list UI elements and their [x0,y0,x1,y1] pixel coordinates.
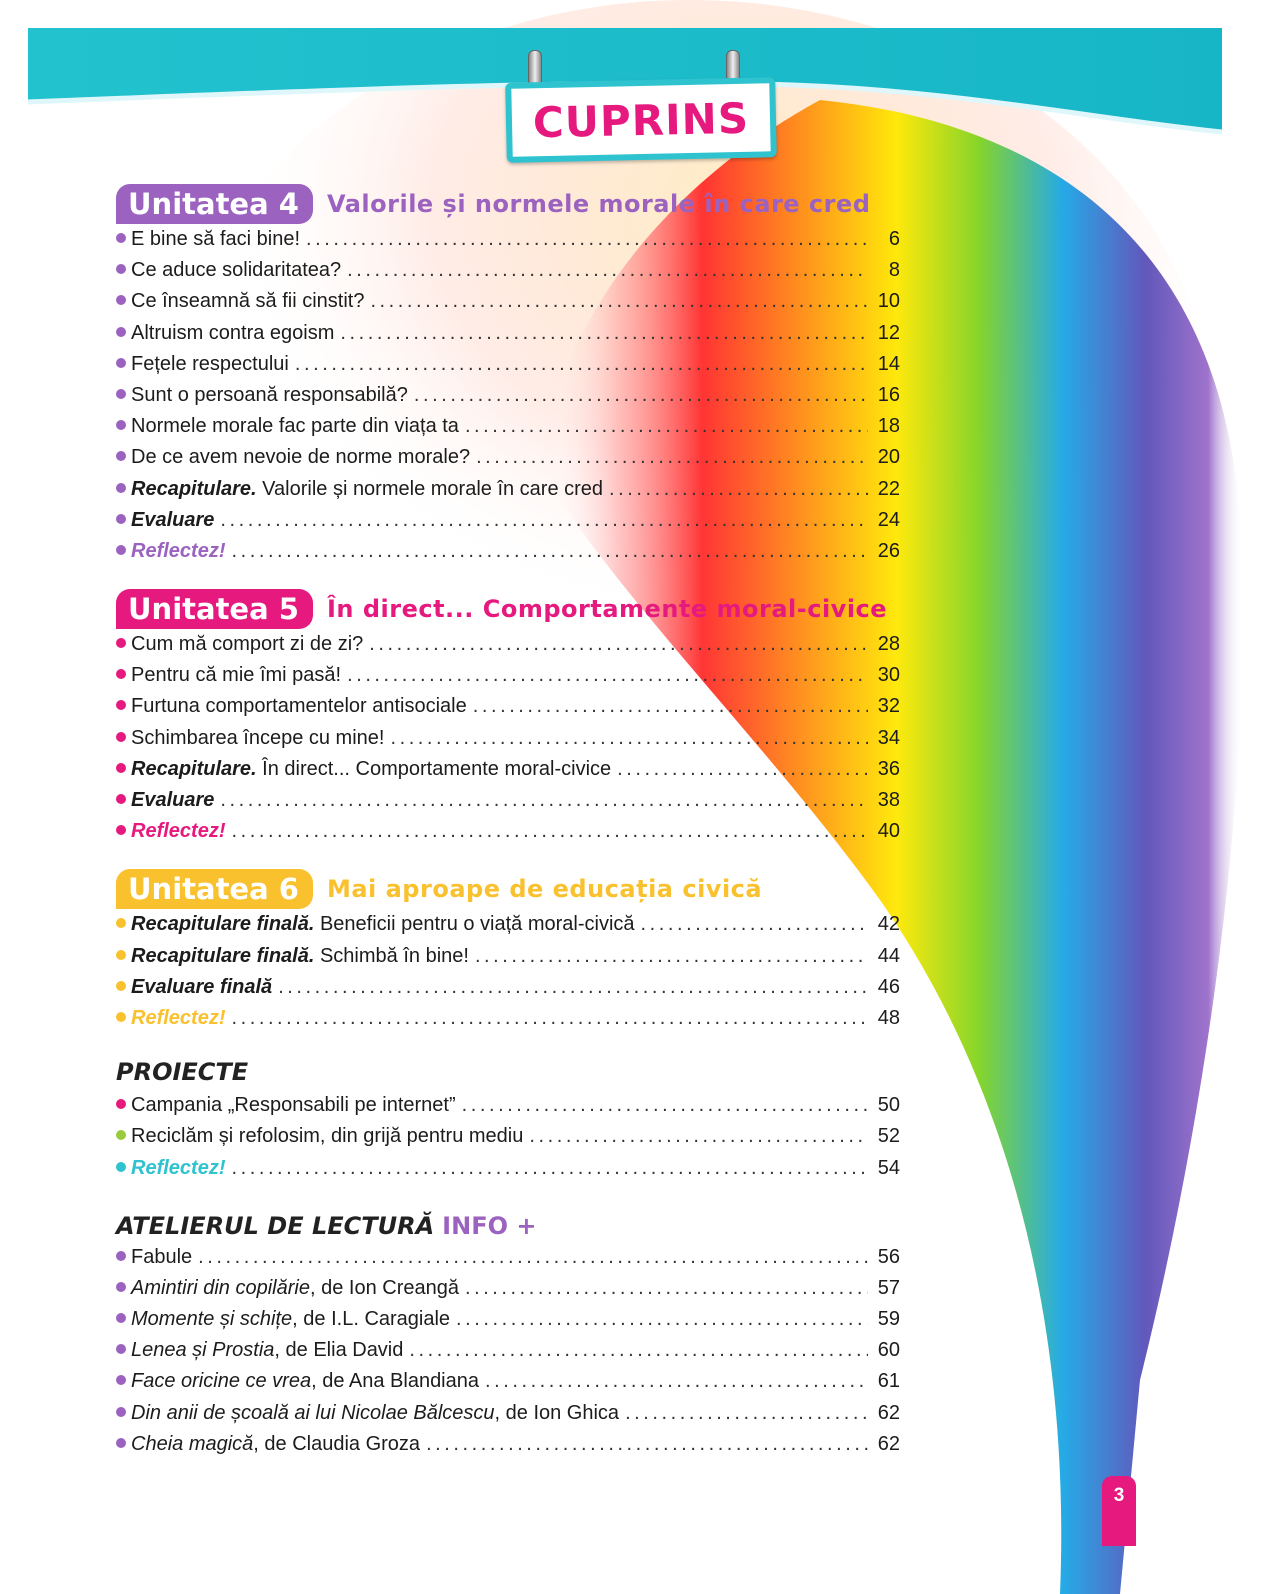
toc-entry[interactable] [116,695,900,726]
entry-text: Schimbarea începe cu mine! [131,726,385,749]
entry-title [131,415,459,438]
toc-entry[interactable] [116,664,900,695]
entry-title [131,633,363,656]
entry-page-number: 52 [877,1125,900,1148]
bullet-icon [116,918,126,928]
bullet-icon [116,1099,126,1109]
entry-text: Furtuna comportamentelor antisociale [131,695,467,718]
entry-text: Ce aduce solidaritatea? [131,259,342,282]
page-number: 3 [1102,1476,1136,1546]
work-author: , de Ana Blandiana [311,1370,479,1393]
entry-page-number: 60 [877,1339,900,1362]
bullet-icon [116,420,126,430]
bullet-icon [116,1407,126,1417]
unit-badge: Unitatea 5 [116,589,313,629]
toc-entry[interactable] [116,415,900,446]
entry-page-number: 36 [877,757,900,780]
dot-leader [641,913,868,936]
toc-entry[interactable] [116,913,900,944]
entry-title [131,1246,192,1269]
entry-title [131,1433,420,1456]
entry-page-number: 46 [877,975,900,998]
bullet-icon [116,483,126,493]
title-sign [505,77,777,163]
bullet-icon [116,1162,126,1172]
dot-leader [220,789,868,812]
entry-page-number: 61 [877,1370,900,1393]
entry-page-number: 14 [877,352,900,375]
toc-entry[interactable] [116,1402,900,1433]
reading-heading [116,1208,900,1244]
toc-entry[interactable] [116,820,900,851]
entry-text: Ce înseamnă să fii cinstit? [131,290,365,313]
entry-page-number: 8 [888,259,900,282]
dot-leader [475,945,868,968]
entry-title [131,446,470,469]
bullet-icon [116,1130,126,1140]
entry-title [131,1370,479,1393]
unit-entries [116,913,900,1038]
work-author: , de Elia David [274,1339,404,1362]
dot-leader [198,1246,868,1269]
entry-text: Cum mă comport zi de zi? [131,633,364,656]
toc-entry[interactable] [116,976,900,1007]
work-author: , de Ion Ghica [494,1401,620,1424]
bullet-icon [116,389,126,399]
entry-text: De ce avem nevoie de norme morale? [131,446,471,469]
entry-title [131,1094,456,1117]
entry-lead: Reflectez! [131,1006,226,1029]
projects-heading: PROIECTE [116,1058,249,1087]
dot-leader [340,322,868,345]
bullet-icon [116,732,126,742]
dot-leader [617,758,868,781]
entry-page-number: 44 [877,944,900,967]
entry-lead: Evaluare [131,508,215,531]
dot-leader [426,1433,868,1456]
dot-leader [529,1125,868,1148]
entry-page-number: 62 [877,1401,900,1424]
entry-title [131,1308,450,1331]
entry-text: Valorile și normele morale în care cred [256,477,604,500]
dot-leader [465,415,868,438]
entry-page-number: 30 [877,664,900,687]
entry-page-number: 34 [877,726,900,749]
entry-title [131,820,225,843]
entry-text: Reciclăm și refolosim, din grijă pentru mediu [131,1125,524,1148]
dot-leader [231,1007,868,1030]
bullet-icon [116,1438,126,1448]
toc-entry[interactable] [116,1007,900,1038]
table-of-contents [116,184,900,1464]
entry-title [131,1007,225,1030]
dot-leader [231,540,868,563]
entry-title [131,290,364,313]
dot-leader [476,446,868,469]
entry-text: Schimbă în bine! [314,944,469,967]
toc-entry[interactable] [116,1125,900,1156]
toc-entry[interactable] [116,509,900,540]
entry-page-number: 57 [877,1276,900,1299]
toc-entry[interactable] [116,446,900,477]
entry-lead: Recapitulare finală. [131,913,315,936]
entry-lead: Recapitulare. [131,477,257,500]
bullet-icon [116,1344,126,1354]
entry-title [131,1277,459,1300]
work-author: , de Ion Creangă [309,1276,459,1299]
unit-heading [116,869,900,909]
entry-title [131,1339,403,1362]
entry-title [131,789,214,812]
entry-title [131,384,408,407]
toc-entry[interactable] [116,540,900,571]
work-title: Lenea și Prostia [131,1339,275,1362]
toc-entry[interactable] [116,384,900,415]
entry-lead: Reflectez! [131,1156,226,1179]
entry-lead: Recapitulare. [131,757,257,780]
bullet-icon [116,1282,126,1292]
entry-page-number: 38 [877,789,900,811]
page-title: CUPRINS [532,93,750,147]
entry-lead: Evaluare finală [131,975,273,998]
bullet-icon [116,264,126,274]
entry-text: Campania „Responsabili pe internet” [131,1094,456,1117]
entry-lead: Evaluare [131,789,215,811]
unit-entries [116,228,900,571]
unit-title: În direct... Comportamente moral-civice [326,595,888,624]
entry-text: Fețele respectului [131,352,289,375]
entry-title [131,695,467,718]
work-title: Din anii de școală ai lui Nicolae Bălcescu [131,1401,495,1424]
reading-entries [116,1246,900,1464]
entry-text: Sunt o persoană responsabilă? [131,383,408,406]
entry-page-number: 56 [877,1245,900,1268]
toc-entry[interactable] [116,789,900,820]
unit-badge: Unitatea 6 [116,869,313,909]
entry-text: E bine să faci bine! [131,228,300,250]
entry-lead: Reflectez! [131,820,226,843]
work-title: Fabule [131,1245,193,1268]
bullet-icon [116,950,126,960]
entry-title [131,353,289,376]
bullet-icon [116,358,126,368]
entry-title [131,228,300,251]
bullet-icon [116,700,126,710]
dot-leader [220,509,868,532]
bullet-icon [116,825,126,835]
dot-leader [414,384,868,407]
entry-title [131,1402,619,1425]
dot-leader [462,1094,868,1117]
entry-page-number: 32 [877,695,900,718]
dot-leader [370,290,868,313]
bullet-icon [116,669,126,679]
projects-entries [116,1094,900,1188]
entry-page-number: 54 [877,1156,900,1179]
toc-entry[interactable] [116,322,900,353]
toc-entry[interactable] [116,1157,900,1188]
dot-leader [278,976,868,999]
toc-entry[interactable] [116,727,900,758]
work-title: Cheia magică [131,1432,254,1455]
entry-page-number: 10 [877,290,900,313]
dot-leader [625,1402,868,1425]
toc-entry[interactable] [116,290,900,321]
unit-heading [116,589,900,629]
entry-title [131,664,341,687]
bullet-icon [116,295,126,305]
dot-leader [347,259,868,282]
dot-leader [609,478,868,501]
toc-entry[interactable] [116,353,900,384]
entry-lead: Recapitulare finală. [131,944,315,967]
entry-title [131,509,214,532]
entry-title [131,1125,523,1148]
entry-page-number: 12 [877,321,900,344]
toc-entry[interactable] [116,1370,900,1401]
reading-heading-text: ATELIERUL DE LECTURĂ [116,1211,435,1240]
entry-text: Pentru că mie îmi pasă! [131,664,342,687]
entry-page-number: 20 [877,446,900,469]
work-title: Amintiri din copilărie [131,1276,310,1299]
entry-page-number: 6 [888,228,900,250]
entry-text: Altruism contra egoism [131,321,335,344]
toc-entry[interactable] [116,1339,900,1370]
entry-text: În direct... Comportamente moral-civice [256,757,612,780]
entry-title [131,478,603,501]
entry-page-number: 26 [877,539,900,562]
work-author: , de I.L. Caragiale [292,1308,451,1331]
dot-leader [369,633,868,656]
bullet-icon [116,451,126,461]
dot-leader [485,1370,868,1393]
dot-leader [456,1308,868,1331]
bullet-icon [116,794,126,804]
bullet-icon [116,1012,126,1022]
entry-page-number: 62 [877,1432,900,1455]
bullet-icon [116,1251,126,1261]
entry-page-number: 59 [877,1308,900,1331]
toc-entry[interactable] [116,633,900,664]
toc-entry[interactable] [116,945,900,976]
reading-heading-accent: INFO + [442,1211,537,1240]
entry-title [131,727,384,750]
work-author: , de Claudia Groza [253,1432,421,1455]
work-title: Momente și schițe [131,1308,293,1331]
entry-lead: Reflectez! [131,539,226,562]
toc-entry[interactable] [116,478,900,509]
bullet-icon [116,763,126,773]
dot-leader [465,1277,868,1300]
entry-title [131,1157,225,1180]
dot-leader [409,1339,868,1362]
entry-page-number: 22 [877,477,900,500]
toc-entry[interactable] [116,1433,900,1464]
entry-text: Normele morale fac parte din viața ta [131,415,459,438]
entry-title [131,540,225,563]
entry-title [131,322,334,345]
toc-entry[interactable] [116,228,900,259]
unit-heading [116,184,900,224]
entry-page-number: 40 [877,820,900,843]
toc-entry[interactable] [116,758,900,789]
work-title: Face oricine ce vrea [131,1370,312,1393]
entry-page-number: 50 [877,1094,900,1117]
bullet-icon [116,1313,126,1323]
bullet-icon [116,981,126,991]
entry-title [131,758,611,781]
entry-page-number: 42 [877,913,900,936]
entry-page-number: 48 [877,1006,900,1029]
unit-title: Mai aproape de educația civică [326,875,763,904]
toc-entry[interactable] [116,259,900,290]
entry-title [131,913,635,936]
toc-entry[interactable] [116,1277,900,1308]
entry-page-number: 24 [877,508,900,531]
entry-text: Beneficii pentru o viață moral-civică [314,913,635,936]
bullet-icon [116,1375,126,1385]
dot-leader [231,1157,868,1180]
unit-badge: Unitatea 4 [116,184,313,224]
dot-leader [347,664,868,687]
toc-entry[interactable] [116,1094,900,1125]
entry-title [131,259,341,282]
bullet-icon [116,545,126,555]
bullet-icon [116,327,126,337]
unit-entries [116,633,900,851]
entry-page-number: 28 [877,633,900,656]
entry-title [131,945,469,968]
toc-entry[interactable] [116,1308,900,1339]
toc-entry[interactable] [116,1246,900,1277]
dot-leader [473,695,868,718]
dot-leader [306,228,868,251]
bullet-icon [116,638,126,648]
entry-page-number: 18 [877,415,900,438]
dot-leader [295,353,868,376]
dot-leader [390,727,868,750]
entry-page-number: 16 [877,383,900,406]
bullet-icon [116,233,126,243]
dot-leader [231,820,868,843]
entry-title [131,976,272,999]
bullet-icon [116,514,126,524]
unit-title: Valorile și normele morale în care cred [326,190,871,218]
